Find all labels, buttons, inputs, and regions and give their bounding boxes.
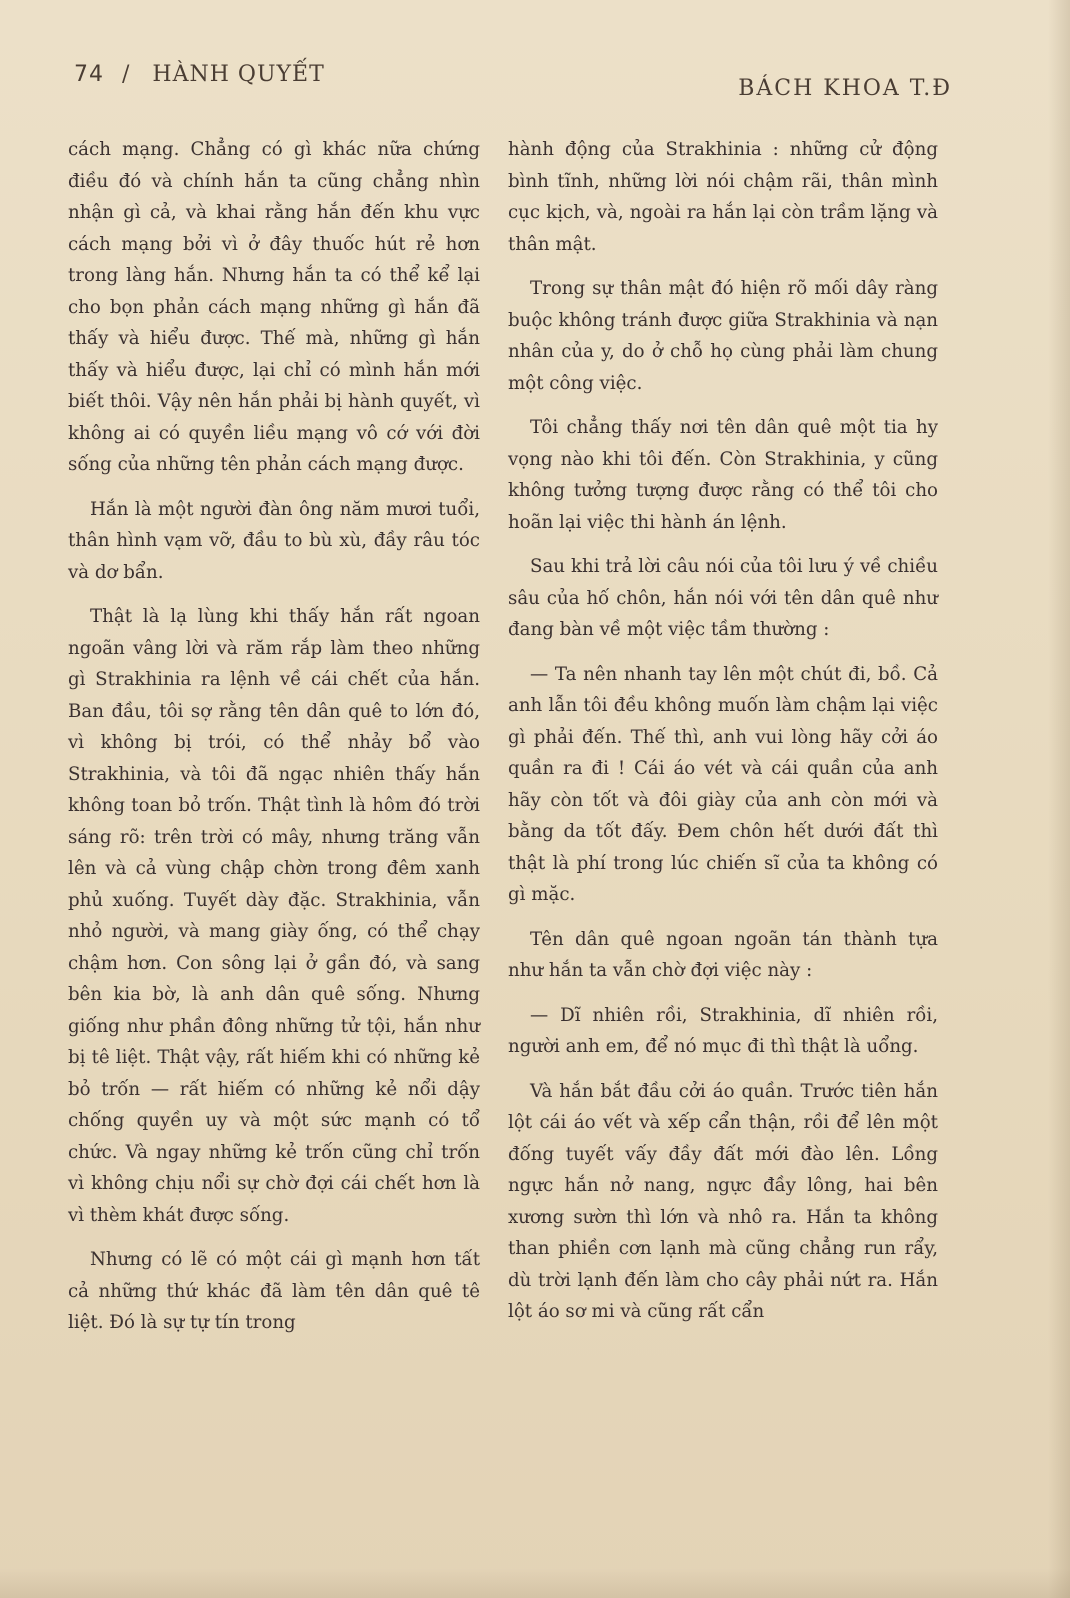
paragraph: Sau khi trả lời câu nói của tôi lưu ý về chiều sâu của hố chôn, hắn nói với tên dân quê như đang bàn về một việc tầm thường : [508, 556, 938, 640]
paragraph: cách mạng. Chẳng có gì khác nữa chứng điều đó và chính hắn ta cũng chẳng nhìn nhận gì cả, và khai rằng hắn đến khu vực cách mạng bởi vì ở đây thuốc hút rẻ hơn trong làng hắn. Nhưng hắn ta có thể kể lại cho bọn phản cách mạng những gì hắn đã thấy và hiểu được. Thế mà, những gì hắn thấy và hiểu được, lại chỉ có mình hắn mới biết thôi. Vậy nên hắn phải bị hành quyết, vì không ai có quyền liều mạng vô cớ với đời sống của những tên phản cách mạng được. [68, 139, 480, 475]
paragraph: Và hắn bắt đầu cởi áo quần. Trước tiên hắn lột cái áo vết và xếp cẩn thận, rồi để lên một đống tuyết vấy đầy đất mới đào lên. Lồng ngực hắn nở nang, ngực đầy lông, hai bên xương sườn thì lớn và nhô ra. Hắn ta không than phiền cơn lạnh mà cũng chẳng run rẩy, dù trời lạnh đến làm cho cây phải nứt ra. Hắn lột áo sơ mi và cũng rất cẩn [508, 1080, 938, 1322]
paragraph: Tên dân quê ngoan ngoãn tán thành tựa như hắn ta vẫn chờ đợi việc này : [508, 928, 938, 981]
page-bottom-shadow [0, 1568, 1070, 1598]
dialogue-paragraph: — Dĩ nhiên rồi, Strakhinia, dĩ nhiên rồi, người anh em, để nó mục đi thì thật là uổng. [508, 1004, 938, 1057]
header-separator: / [122, 62, 131, 87]
paragraph: hành động của Strakhinia : những cử động bình tĩnh, những lời nói chậm rãi, thân mình cục kịch, và, ngoài ra hắn lại còn trầm lặng và thân mật. [508, 139, 938, 255]
left-column [68, 134, 480, 1352]
paragraph: Trong sự thân mật đó hiện rõ mối dây ràng buộc không tránh được giữa Strakhinia và nạn nhân của y, do ở chỗ họ cùng phải làm chung một công việc. [508, 278, 938, 394]
dialogue-paragraph: — Ta nên nhanh tay lên một chút đi, bồ. Cả anh lẫn tôi đều không muốn làm chậm lại việc gì phải đến. Thế thì, anh vui lòng hãy cởi áo quần ra đi ! Cái áo vét và cái quần của anh hãy còn tốt và đôi giày của anh còn mới và bằng da tốt đấy. Đem chôn hết dưới đất thì thật là phí trong lúc chiến sĩ của ta không có gì mặc. [508, 663, 938, 905]
paragraph: Thật là lạ lùng khi thấy hắn rất ngoan ngoãn vâng lời và răm rắp làm theo những gì Strakhinia ra lệnh về cái chết của hắn. Ban đầu, tôi sợ rằng tên dân quê to lớn đó, vì không bị trói, có thể nhảy bổ vào Strakhinia, và tôi đã ngạc nhiên thấy hắn không toan bỏ trốn. Thật tình là hôm đó trời sáng rõ: trên trời có mây, nhưng trăng vẫn lên và cả vùng chập chờn trong đêm xanh phủ xuống. Tuyết dày đặc. Strakhinia, vẫn nhỏ người, và mang giày ống, có thể chạy chậm hơn. Con sông lại ở gần đó, và sang bên kia bờ, là anh dân quê sống. Nhưng giống như phần đông những tử tội, hắn như bị tê liệt. Thật vậy, rất hiếm khi có những kẻ bỏ trốn — rất hiếm có những kẻ nổi dậy chống quyền uy và một sức mạnh có tổ chức. Và ngay những kẻ trốn cũng chỉ trốn vì không chịu nổi sự chờ đợi cái chết hơn là vì thèm khát được sống. [68, 606, 480, 1226]
section-title: HÀNH QUYẾT [152, 62, 325, 87]
paragraph: Hắn là một người đàn ông năm mươi tuổi, thân hình vạm vỡ, đầu to bù xù, đầy râu tóc và dơ bẩn. [68, 498, 480, 583]
right-column [508, 134, 938, 1341]
paragraph: Tôi chẳng thấy nơi tên dân quê một tia hy vọng nào khi tôi đến. Còn Strakhinia, y cũng không tưởng tượng được rằng có thể tôi cho hoãn lại việc thi hành án lệnh. [508, 417, 938, 533]
page-header-left [74, 62, 325, 87]
page-fold-shadow [1048, 0, 1070, 1598]
paragraph: Nhưng có lẽ có một cái gì mạnh hơn tất cả những thứ khác đã làm tên dân quê tê liệt. Đó là sự tự tín trong [68, 1249, 480, 1333]
publication-title: BÁCH KHOA T.Đ [738, 76, 952, 101]
page-number: 74 [74, 62, 104, 87]
